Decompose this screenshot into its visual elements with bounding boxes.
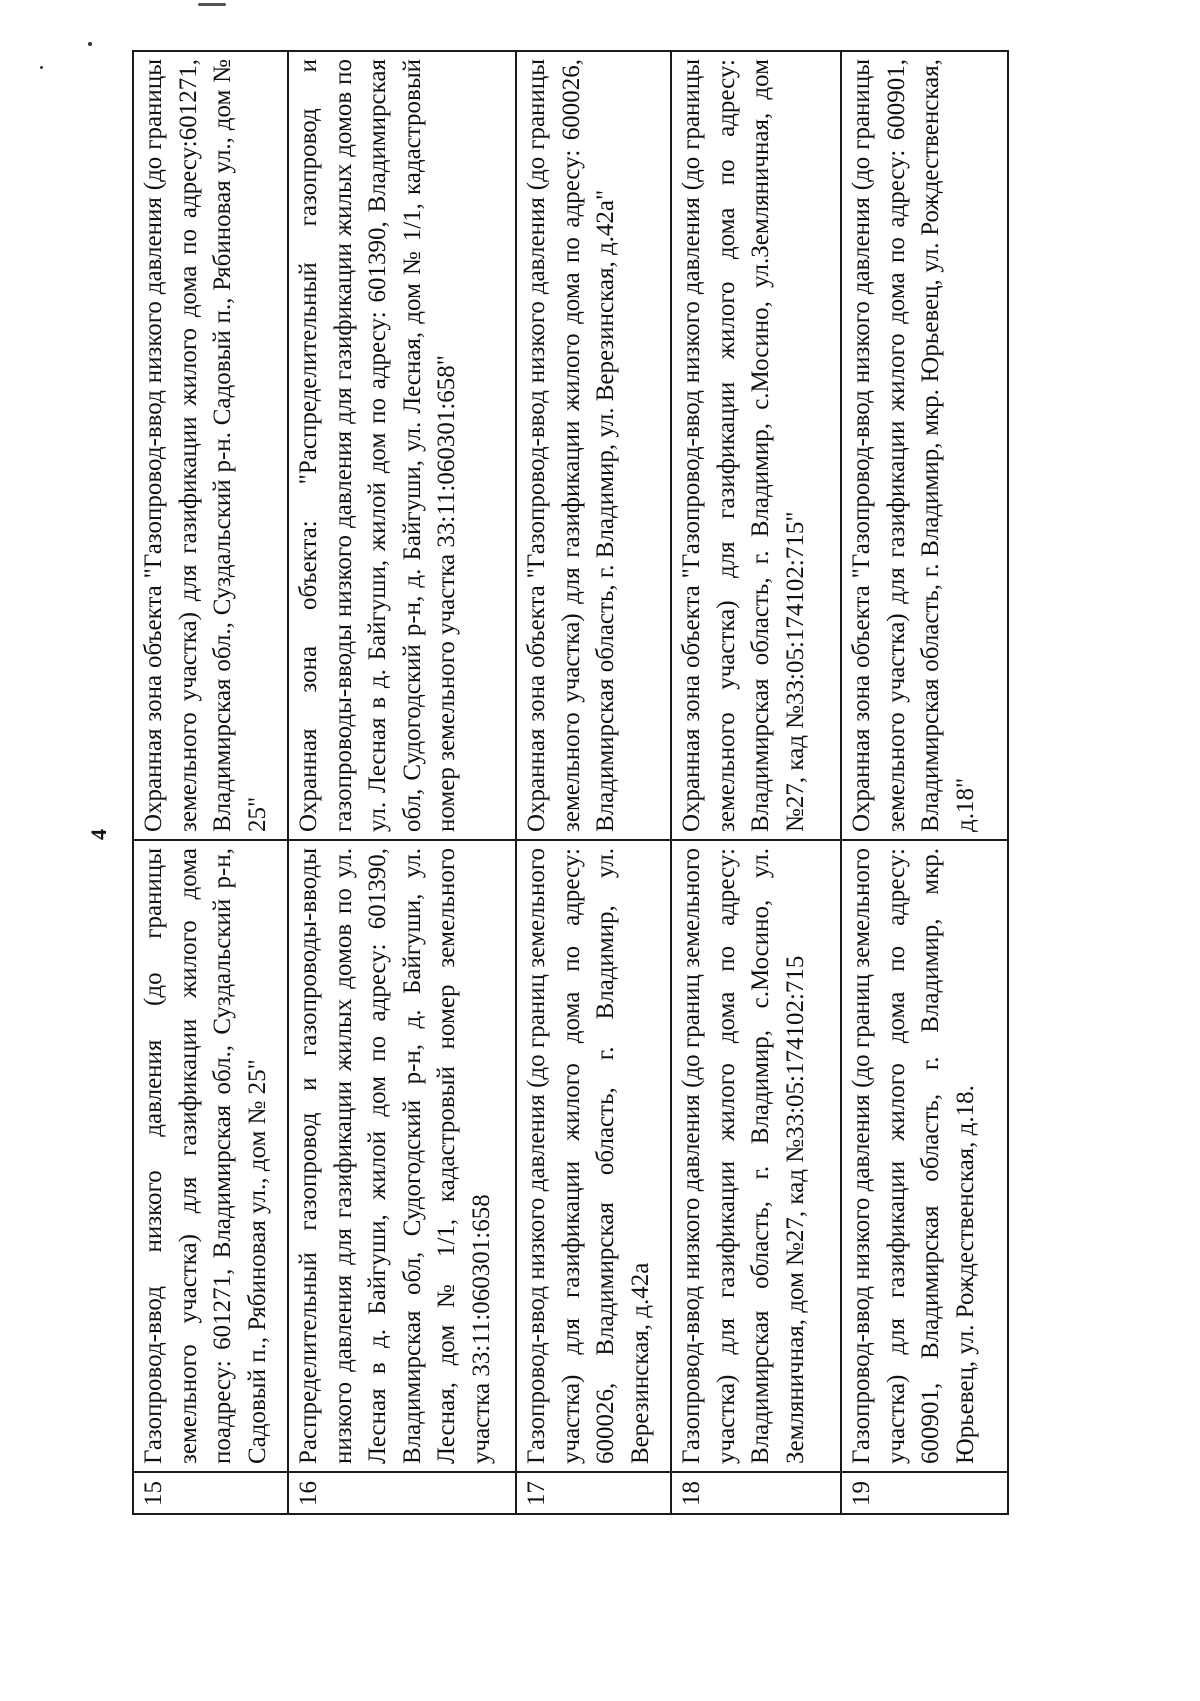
table-row	[671, 51, 841, 1514]
table-row	[516, 51, 671, 1514]
rotated-table	[132, 50, 1009, 1515]
row-number: 15	[133, 1472, 288, 1514]
protection-zone-description: Охранная зона объекта "Газопровод-ввод низкого давления (до границы земельного участка) для газификации жилого дома по адресу: 600901, Владимирская область, г. Владимир, мкр. Юрьевец, ул. Рождественская, д.18"	[841, 51, 1008, 840]
object-description: Газопровод-ввод низкого давления (до границ земельного участка) для газификации жилого дома по адресу: Владимирская область, г. Владимир, с.Мосино, ул. Земляничная, дом №27, кад №33:05:174102:715	[671, 840, 841, 1472]
protection-zone-description: Охранная зона объекта "Газопровод-ввод низкого давления (до границы земельного участка) для газификации жилого дома по адресу:601271, Владимирская обл., Суздальский р-н. Садовый п., Рябиновая ул., дом № 25"	[133, 51, 288, 840]
object-description: Распределительный газопровод и газопроводы-вводы низкого давления для газификации жилых домов по ул. Лесная в д. Байгуши, жилой дом по адресу: 601390, Владимирская обл, Судогодский р-н, д. Байгуши, ул. Лесная, дом № 1/1, кадастровый номер земельного участка 33:11:060301:658	[288, 840, 516, 1472]
table-row	[841, 51, 1008, 1514]
scan-speck	[40, 66, 43, 69]
row-number: 17	[516, 1472, 671, 1514]
object-description: Газопровод-ввод низкого давления (до границ земельного участка) для газификации жилого дома по адресу: 600901, Владимирская область, г. Владимир, мкр. Юрьевец, ул. Рождественская, д.18.	[841, 840, 1008, 1472]
page-number: 4	[86, 829, 111, 840]
protection-zone-description: Охранная зона объекта: "Распределительный газопровод и газопроводы-вводы низкого давления для газификации жилых домов по ул. Лесная в д. Байгуши, жилой дом по адресу: 601390, Владимирская обл, Судогодский р-н, д. Байгуши, ул. Лесная, дом № 1/1, кадастровый номер земельного участка 33:11:060301:658"	[288, 51, 516, 840]
object-description: Газопровод-ввод низкого давления (до границ земельного участка) для газификации жилого дома по адресу: 600026, Владимирская область, г. Владимир, ул. Верезинская, д.42а	[516, 840, 671, 1472]
scan-speck	[88, 42, 92, 46]
protection-zone-description: Охранная зона объекта "Газопровод-ввод низкого давления (до границы земельного участка) для газификации жилого дома по адресу: Владимирская область, г. Владимир, с.Мосино, ул.Земляничная, дом №27, кад №33:05:174102:715"	[671, 51, 841, 840]
table-row	[288, 51, 516, 1514]
object-description: Газопровод-ввод низкого давления (до границы земельного участка) для газификации жилого дома поадресу: 601271, Владимирская обл., Суздальский р-н, Садовый п., Рябиновая ул., дом № 25"	[133, 840, 288, 1472]
registry-table	[132, 50, 1009, 1515]
scan-smudge	[198, 3, 226, 6]
row-number: 16	[288, 1472, 516, 1514]
protection-zone-description: Охранная зона объекта "Газопровод-ввод низкого давления (до границы земельного участка) для газификации жилого дома по адресу: 600026, Владимирская область, г. Владимир, ул. Верезинская, д.42а"	[516, 51, 671, 840]
row-number: 19	[841, 1472, 1008, 1514]
table-row	[133, 51, 288, 1514]
row-number: 18	[671, 1472, 841, 1514]
